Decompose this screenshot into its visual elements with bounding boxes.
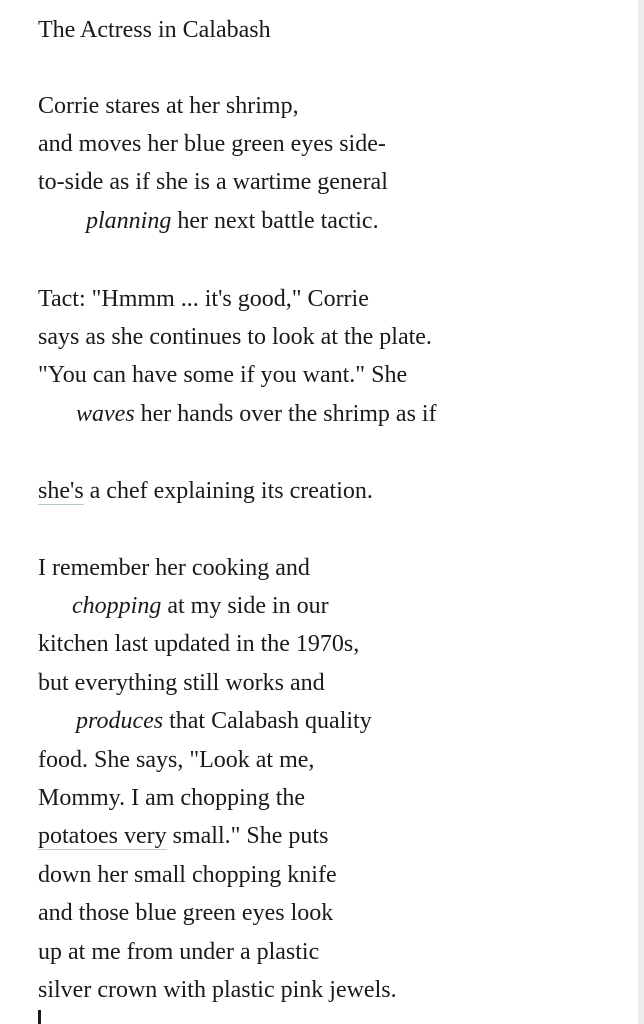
poem-line: she's a chef explaining its creation. <box>38 478 373 504</box>
poem-line: and moves her blue green eyes side- <box>38 131 386 157</box>
italic-word: waves <box>76 401 135 427</box>
poem-line: food. She says, "Look at me, <box>38 747 315 773</box>
highlighted-text[interactable]: potatoes very <box>38 823 167 849</box>
poem-line: planning her next battle tactic. <box>86 208 379 234</box>
highlighted-text[interactable]: she's <box>38 478 84 504</box>
italic-word: planning <box>86 208 172 234</box>
poem-line: says as she continues to look at the plate. <box>38 324 432 350</box>
poem-line: waves her hands over the shrimp as if <box>76 401 437 427</box>
poem-line: kitchen last updated in the 1970s, <box>38 631 360 657</box>
poem-line: "You can have some if you want." She <box>38 362 408 388</box>
poem-line: potatoes very small." She puts <box>38 823 329 849</box>
page-edge-divider <box>638 0 644 1024</box>
italic-word: produces <box>76 708 164 734</box>
poem-line: down her small chopping knife <box>38 862 337 888</box>
poem-title: The Actress in Calabash <box>38 17 271 43</box>
poem-line: silver crown with plastic pink jewels. <box>38 977 397 1003</box>
poem-line: Tact: "Hmmm ... it's good," Corrie <box>38 286 369 312</box>
poem-line: Mommy. I am chopping the <box>38 785 306 811</box>
poem-line: and those blue green eyes look <box>38 900 334 926</box>
poem-line: produces that Calabash quality <box>76 708 372 734</box>
text-cursor[interactable] <box>38 1010 41 1024</box>
poem-line: but everything still works and <box>38 670 325 696</box>
italic-word: chopping <box>72 593 162 619</box>
poem-line: to-side as if she is a wartime general <box>38 169 388 195</box>
poem-line: up at me from under a plastic <box>38 939 320 965</box>
poem-line: chopping at my side in our <box>72 593 329 619</box>
poem-line: Corrie stares at her shrimp, <box>38 93 299 119</box>
poem-line: I remember her cooking and <box>38 555 310 581</box>
